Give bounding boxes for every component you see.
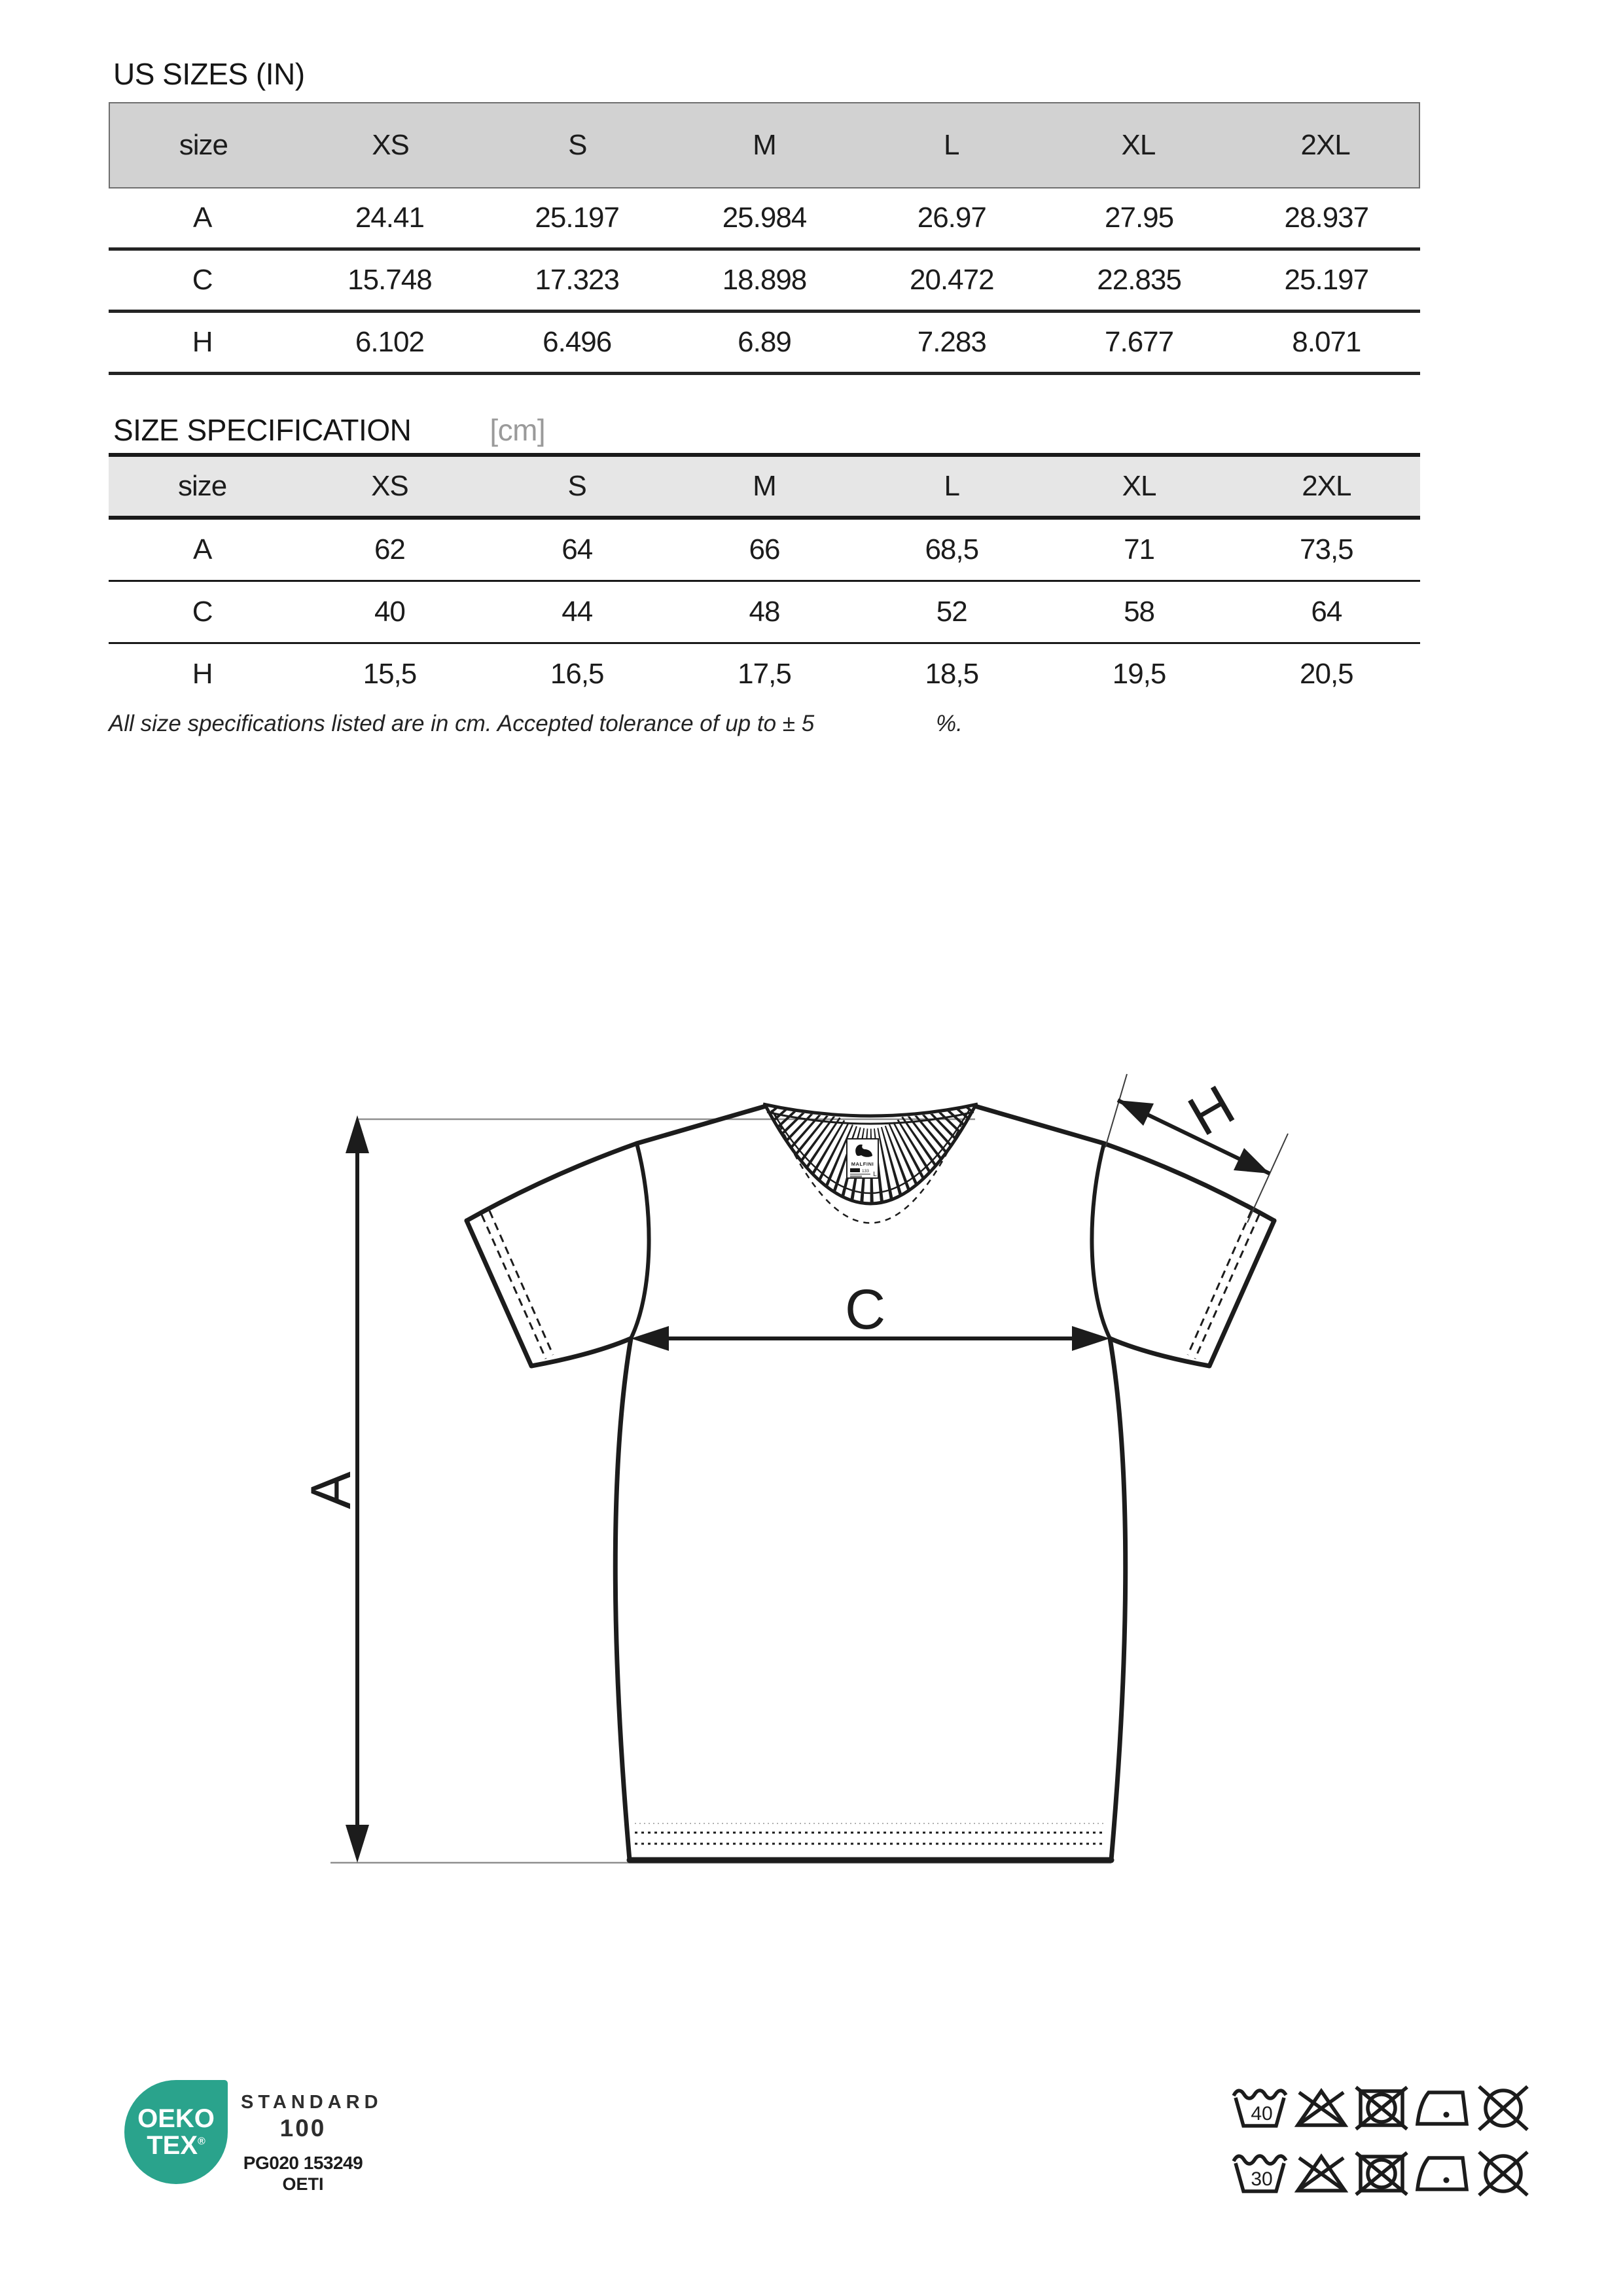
header-cell: S [568,129,587,161]
value-cell: 17,5 [738,658,791,690]
tolerance-footnote-text: All size specifications listed are in cm. Accepted tolerance of up to ± 5 [109,711,815,736]
left-shoulder-seam [637,1106,766,1143]
registered-mark: ® [198,2136,205,2147]
header-cell: L [943,129,959,161]
row-label: A [192,202,212,234]
header-cell: XS [371,470,408,502]
arrowhead-down-icon [346,1825,369,1863]
oeko-tex-caption [241,2092,383,2195]
right-armhole-seam [1092,1143,1110,1338]
dimension-a-arrow [300,1115,369,1863]
value-cell: 64 [1311,596,1342,628]
value-cell: 20,5 [1300,658,1353,690]
header-cell: M [753,470,776,502]
value-cell: 48 [749,596,780,628]
neck-label-brand: MALFINI [851,1161,874,1167]
value-cell: 25.984 [722,202,807,234]
do-not-bleach-icon [1298,2157,1345,2191]
value-cell: 19,5 [1112,658,1166,690]
header-cell: XL [1121,129,1156,161]
do-not-tumble-dry-icon [1356,2087,1407,2129]
size-spec-unit: [cm] [490,413,546,447]
value-cell: 27.95 [1105,202,1174,234]
wash-40-icon [1234,2090,1286,2126]
iron-one-dot-icon [1418,2158,1467,2189]
value-cell: 16,5 [550,658,604,690]
dimension-c-label: C [844,1278,886,1341]
value-cell: 28.937 [1284,202,1369,234]
neck-label [847,1139,878,1178]
care-symbols [1232,2085,1533,2198]
certificate-code: PG020 153249 [243,2153,363,2173]
oeko-tex-logo [124,2080,228,2184]
left-sleeve-hem [467,1221,531,1366]
extension-line-h1 [1105,1074,1127,1147]
right-sleeve-hem [1209,1221,1274,1366]
arrowhead-up-icon [346,1115,369,1153]
institute-label: OETI [282,2174,324,2194]
value-cell: 15,5 [363,658,417,690]
value-cell: 20.472 [909,264,994,296]
value-cell: 58 [1124,596,1155,628]
row-label: H [192,326,213,358]
left-armhole-seam [631,1143,649,1338]
care-row-2 [1234,2152,1527,2195]
wash-30-icon [1234,2156,1286,2191]
value-cell: 62 [374,533,405,565]
value-cell: 71 [1124,533,1155,565]
neck-label-size: L [873,1171,877,1178]
value-cell: 26.97 [917,202,986,234]
right-shoulder-seam [975,1106,1104,1143]
value-cell: 64 [562,533,593,565]
neck-label-code: 133 [862,1169,869,1174]
value-cell: 44 [562,596,593,628]
header-cell: XS [372,129,409,161]
do-not-tumble-dry-icon [1356,2153,1407,2195]
row-label: A [192,533,212,565]
dimension-a-label: A [300,1471,363,1509]
care-row-1 [1234,2087,1527,2130]
dimension-h-arrow [1105,1073,1288,1223]
value-cell: 25.197 [535,202,619,234]
wash-temp-2: 30 [1251,2168,1273,2190]
right-body-side [1110,1338,1126,1860]
iron-one-dot-icon [1418,2092,1467,2124]
value-cell: 52 [936,596,967,628]
header-cell: size [178,470,227,502]
value-cell: 6.89 [738,326,791,358]
tshirt-outline [467,1106,1274,1860]
value-cell: 7.283 [917,326,986,358]
value-cell: 24.41 [355,202,424,234]
size-spec-title-text: SIZE SPECIFICATION [113,413,412,447]
value-cell: 22.835 [1097,264,1181,296]
dimension-c-arrow [631,1278,1110,1351]
value-cell: 6.102 [355,326,424,358]
standard-label: STANDARD [241,2092,383,2113]
row-label: C [192,596,213,628]
oeko-text: OEKO [137,2104,215,2133]
left-sleeve-top [467,1143,637,1221]
do-not-bleach-icon [1298,2091,1345,2125]
header-cell: 2XL [1302,470,1351,502]
header-cell: M [753,129,776,161]
dimension-h-label: H [1178,1073,1245,1149]
value-cell: 68,5 [925,533,979,565]
us-sizes-title: US SIZES (IN) [113,57,305,91]
header-cell: size [179,129,228,161]
wash-temp-1: 40 [1251,2103,1273,2125]
standard-number: 100 [279,2115,327,2142]
header-cell: L [944,470,960,502]
row-label: C [192,264,213,296]
value-cell: 7.677 [1105,326,1174,358]
tolerance-footnote-percent: %. [936,711,963,736]
tex-text: TEX® [147,2130,205,2160]
value-cell: 8.071 [1292,326,1361,358]
value-cell: 18.898 [722,264,807,296]
do-not-dry-clean-icon [1479,2087,1527,2130]
row-label: H [192,658,213,690]
arrowhead-downright-icon [1234,1148,1270,1174]
value-cell: 73,5 [1300,533,1353,565]
arrowhead-upleft-icon [1118,1100,1154,1126]
header-cell: 2XL [1300,129,1350,161]
extension-line-h2 [1247,1134,1288,1223]
value-cell: 40 [374,596,405,628]
value-cell: 6.496 [543,326,612,358]
value-cell: 66 [749,533,780,565]
value-cell: 18,5 [925,658,979,690]
do-not-dry-clean-icon [1479,2152,1527,2195]
value-cell: 15.748 [348,264,432,296]
header-cell: S [567,470,586,502]
header-cell: XL [1122,470,1156,502]
right-underarm [1110,1338,1209,1366]
value-cell: 25.197 [1284,264,1369,296]
left-underarm [531,1338,631,1366]
value-cell: 17.323 [535,264,619,296]
left-body-side [615,1338,631,1860]
